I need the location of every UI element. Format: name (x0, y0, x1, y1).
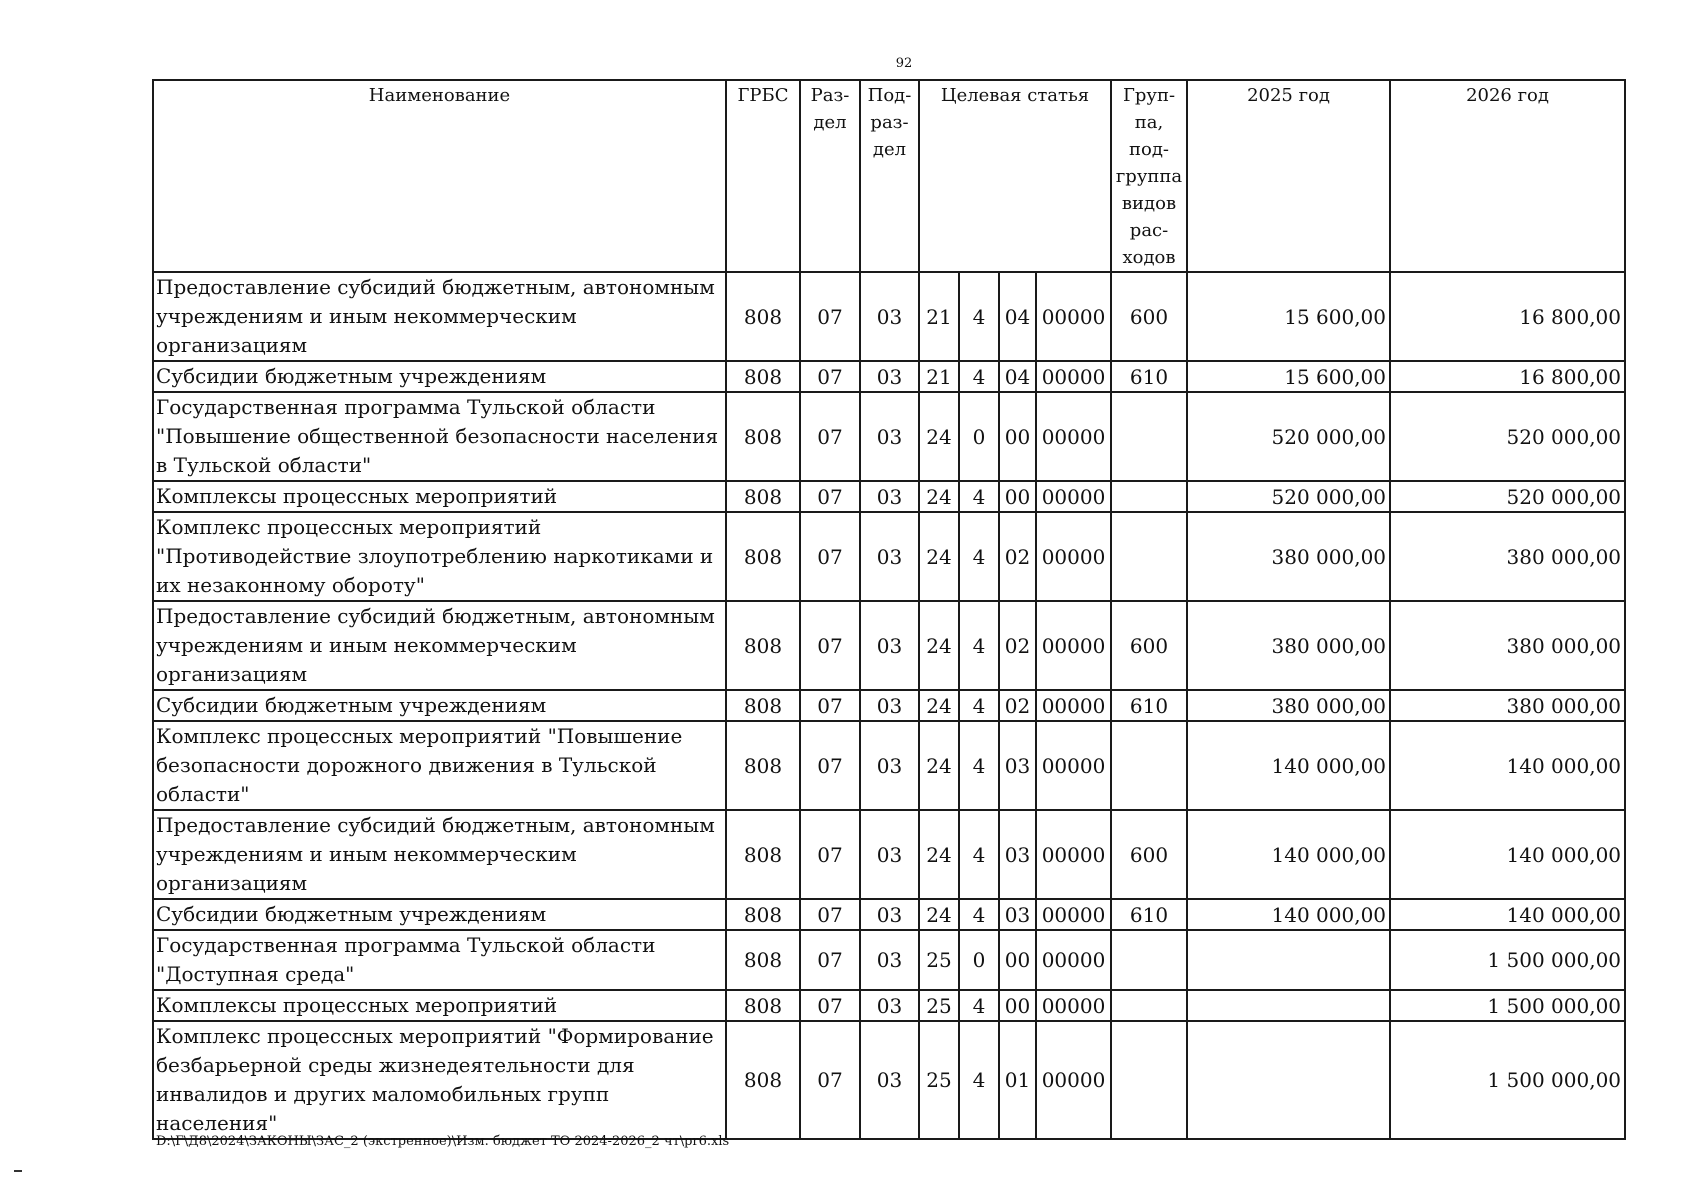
row-amount-2025 (1187, 930, 1390, 990)
row-podrazdel: 03 (860, 810, 919, 899)
table-row (153, 721, 1625, 810)
row-razdel: 07 (800, 810, 860, 899)
row-cs-type: 4 (959, 361, 999, 392)
row-grbs: 808 (726, 272, 800, 361)
row-name: Комплексы процессных мероприятий (153, 481, 726, 512)
row-expense-group: 600 (1111, 601, 1187, 690)
row-cs-direction: 00000 (1036, 899, 1111, 930)
row-amount-2025: 380 000,00 (1187, 690, 1390, 721)
row-amount-2026: 1 500 000,00 (1390, 990, 1625, 1021)
row-cs-type: 0 (959, 392, 999, 481)
row-name: Комплексы процессных мероприятий (153, 990, 726, 1021)
table-row (153, 481, 1625, 512)
row-amount-2025: 380 000,00 (1187, 512, 1390, 601)
row-cs-type: 4 (959, 1021, 999, 1139)
row-razdel: 07 (800, 721, 860, 810)
row-name: Субсидии бюджетным учреждениям (153, 899, 726, 930)
row-grbs: 808 (726, 690, 800, 721)
row-cs-direction: 00000 (1036, 721, 1111, 810)
row-grbs: 808 (726, 930, 800, 990)
row-cs-direction: 00000 (1036, 272, 1111, 361)
page-number: 92 (895, 56, 913, 71)
row-cs-program: 24 (919, 601, 959, 690)
row-podrazdel: 03 (860, 930, 919, 990)
row-razdel: 07 (800, 899, 860, 930)
table-row (153, 990, 1625, 1021)
table-row (153, 810, 1625, 899)
table-row (153, 930, 1625, 990)
row-podrazdel: 03 (860, 512, 919, 601)
header-grbs: ГРБС (726, 80, 800, 272)
row-grbs: 808 (726, 361, 800, 392)
row-podrazdel: 03 (860, 990, 919, 1021)
row-cs-direction: 00000 (1036, 1021, 1111, 1139)
row-cs-program: 21 (919, 361, 959, 392)
row-cs-direction: 00000 (1036, 361, 1111, 392)
row-amount-2025: 520 000,00 (1187, 481, 1390, 512)
row-cs-direction: 00000 (1036, 481, 1111, 512)
row-expense-group: 600 (1111, 272, 1187, 361)
row-amount-2025: 140 000,00 (1187, 899, 1390, 930)
row-cs-structure: 00 (999, 392, 1036, 481)
row-grbs: 808 (726, 990, 800, 1021)
row-cs-type: 4 (959, 512, 999, 601)
row-amount-2025 (1187, 1021, 1390, 1139)
header-row (153, 80, 1625, 272)
row-name: Предоставление субсидий бюджетным, автономным учреждениям и иным некоммерческим организациям (153, 272, 726, 361)
row-cs-program: 24 (919, 512, 959, 601)
row-expense-group (1111, 990, 1187, 1021)
row-razdel: 07 (800, 392, 860, 481)
row-cs-structure: 02 (999, 512, 1036, 601)
row-amount-2026: 140 000,00 (1390, 899, 1625, 930)
row-grbs: 808 (726, 721, 800, 810)
row-amount-2026: 380 000,00 (1390, 601, 1625, 690)
row-amount-2025 (1187, 990, 1390, 1021)
table-row (153, 361, 1625, 392)
row-amount-2026: 380 000,00 (1390, 512, 1625, 601)
row-cs-type: 4 (959, 990, 999, 1021)
row-cs-program: 25 (919, 930, 959, 990)
row-name: Комплекс процессных мероприятий "Формирование безбарьерной среды жизнедеятельности для инвалидов и других маломобильных групп населения" (153, 1021, 726, 1139)
row-podrazdel: 03 (860, 721, 919, 810)
table-row (153, 601, 1625, 690)
row-cs-type: 4 (959, 810, 999, 899)
row-razdel: 07 (800, 690, 860, 721)
row-expense-group: 600 (1111, 810, 1187, 899)
row-amount-2026: 16 800,00 (1390, 272, 1625, 361)
row-cs-program: 24 (919, 690, 959, 721)
row-amount-2026: 140 000,00 (1390, 810, 1625, 899)
margin-mark (14, 1170, 22, 1172)
row-expense-group (1111, 1021, 1187, 1139)
row-cs-structure: 04 (999, 272, 1036, 361)
row-podrazdel: 03 (860, 481, 919, 512)
row-grbs: 808 (726, 1021, 800, 1139)
row-amount-2026: 520 000,00 (1390, 481, 1625, 512)
row-razdel: 07 (800, 512, 860, 601)
row-cs-program: 24 (919, 810, 959, 899)
row-cs-direction: 00000 (1036, 690, 1111, 721)
row-name: Субсидии бюджетным учреждениям (153, 361, 726, 392)
row-cs-structure: 04 (999, 361, 1036, 392)
header-podrazdel: Под- раз- дел (860, 80, 919, 272)
row-cs-program: 25 (919, 1021, 959, 1139)
table-row (153, 272, 1625, 361)
row-razdel: 07 (800, 481, 860, 512)
table-row (153, 690, 1625, 721)
row-name: Предоставление субсидий бюджетным, автономным учреждениям и иным некоммерческим организациям (153, 810, 726, 899)
row-amount-2025: 140 000,00 (1187, 721, 1390, 810)
header-2026: 2026 год (1390, 80, 1625, 272)
row-expense-group (1111, 721, 1187, 810)
row-podrazdel: 03 (860, 392, 919, 481)
row-cs-program: 21 (919, 272, 959, 361)
row-expense-group (1111, 481, 1187, 512)
row-cs-direction: 00000 (1036, 512, 1111, 601)
row-amount-2025: 140 000,00 (1187, 810, 1390, 899)
row-podrazdel: 03 (860, 690, 919, 721)
row-razdel: 07 (800, 1021, 860, 1139)
row-cs-direction: 00000 (1036, 392, 1111, 481)
row-cs-structure: 02 (999, 690, 1036, 721)
row-amount-2025: 15 600,00 (1187, 361, 1390, 392)
row-cs-structure: 02 (999, 601, 1036, 690)
row-amount-2026: 1 500 000,00 (1390, 1021, 1625, 1139)
row-amount-2026: 1 500 000,00 (1390, 930, 1625, 990)
row-razdel: 07 (800, 601, 860, 690)
row-cs-program: 24 (919, 392, 959, 481)
row-podrazdel: 03 (860, 601, 919, 690)
row-grbs: 808 (726, 899, 800, 930)
row-cs-type: 4 (959, 899, 999, 930)
footer-file-path: D:\Г\Д8\2024\ЗАКОНЫ\ЗАС_2 (экстренное)\Изм. бюджет ТО 2024-2026_2 чт\pr6.xls (156, 1134, 730, 1149)
row-cs-type: 0 (959, 930, 999, 990)
row-cs-type: 4 (959, 721, 999, 810)
row-amount-2025: 15 600,00 (1187, 272, 1390, 361)
row-grbs: 808 (726, 512, 800, 601)
row-cs-type: 4 (959, 481, 999, 512)
row-cs-type: 4 (959, 690, 999, 721)
row-expense-group (1111, 512, 1187, 601)
row-grbs: 808 (726, 810, 800, 899)
row-name: Комплекс процессных мероприятий "Противодействие злоупотреблению наркотиками и их незаконному обороту" (153, 512, 726, 601)
row-cs-structure: 03 (999, 721, 1036, 810)
row-name: Государственная программа Тульской области "Повышение общественной безопасности населения в Тульской области" (153, 392, 726, 481)
row-cs-direction: 00000 (1036, 930, 1111, 990)
row-cs-type: 4 (959, 601, 999, 690)
header-group: Груп- па, под- группа видов рас- ходов (1111, 80, 1187, 272)
row-podrazdel: 03 (860, 361, 919, 392)
row-cs-type: 4 (959, 272, 999, 361)
row-cs-structure: 00 (999, 990, 1036, 1021)
budget-table (152, 79, 1626, 1140)
row-podrazdel: 03 (860, 899, 919, 930)
row-expense-group: 610 (1111, 899, 1187, 930)
row-cs-program: 25 (919, 990, 959, 1021)
row-name: Комплекс процессных мероприятий "Повышение безопасности дорожного движения в Тульской области" (153, 721, 726, 810)
row-podrazdel: 03 (860, 1021, 919, 1139)
row-name: Государственная программа Тульской области "Доступная среда" (153, 930, 726, 990)
row-cs-program: 24 (919, 481, 959, 512)
table-row (153, 899, 1625, 930)
row-razdel: 07 (800, 361, 860, 392)
row-razdel: 07 (800, 272, 860, 361)
row-name: Субсидии бюджетным учреждениям (153, 690, 726, 721)
row-grbs: 808 (726, 481, 800, 512)
row-expense-group: 610 (1111, 690, 1187, 721)
row-podrazdel: 03 (860, 272, 919, 361)
row-amount-2026: 380 000,00 (1390, 690, 1625, 721)
row-cs-direction: 00000 (1036, 601, 1111, 690)
row-expense-group (1111, 392, 1187, 481)
row-cs-direction: 00000 (1036, 810, 1111, 899)
row-expense-group: 610 (1111, 361, 1187, 392)
row-amount-2026: 16 800,00 (1390, 361, 1625, 392)
row-amount-2026: 140 000,00 (1390, 721, 1625, 810)
row-expense-group (1111, 930, 1187, 990)
row-cs-structure: 03 (999, 810, 1036, 899)
row-cs-program: 24 (919, 899, 959, 930)
header-razdel: Раз- дел (800, 80, 860, 272)
header-2025: 2025 год (1187, 80, 1390, 272)
header-target: Целевая статья (919, 80, 1111, 272)
table-row (153, 392, 1625, 481)
row-razdel: 07 (800, 990, 860, 1021)
row-grbs: 808 (726, 601, 800, 690)
row-cs-direction: 00000 (1036, 990, 1111, 1021)
row-razdel: 07 (800, 930, 860, 990)
table-row (153, 512, 1625, 601)
table-row (153, 1021, 1625, 1139)
row-amount-2026: 520 000,00 (1390, 392, 1625, 481)
row-cs-program: 24 (919, 721, 959, 810)
row-amount-2025: 380 000,00 (1187, 601, 1390, 690)
row-cs-structure: 03 (999, 899, 1036, 930)
header-name: Наименование (153, 80, 726, 272)
row-grbs: 808 (726, 392, 800, 481)
row-cs-structure: 00 (999, 930, 1036, 990)
row-cs-structure: 01 (999, 1021, 1036, 1139)
row-name: Предоставление субсидий бюджетным, автономным учреждениям и иным некоммерческим организациям (153, 601, 726, 690)
row-amount-2025: 520 000,00 (1187, 392, 1390, 481)
row-cs-structure: 00 (999, 481, 1036, 512)
